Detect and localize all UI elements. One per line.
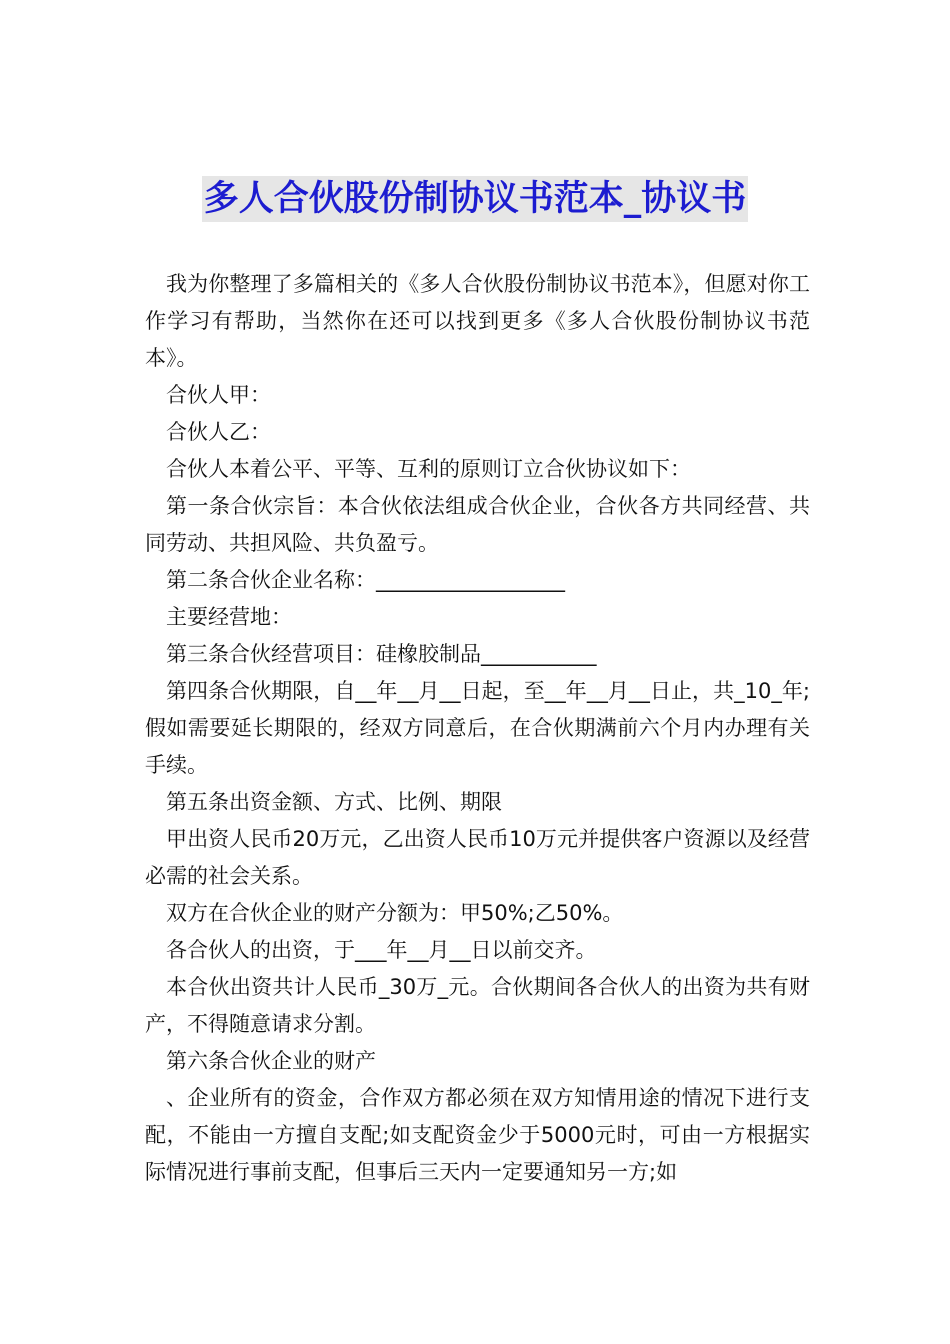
paragraph-article-6: 第六条合伙企业的财产 bbox=[166, 1049, 376, 1073]
paragraph-partner-b: 合伙人乙： bbox=[166, 420, 271, 444]
paragraph-share: 双方在合伙企业的财产分额为：甲50%;乙50%。 bbox=[166, 901, 624, 925]
paragraph-article-2: 第二条合伙企业名称：__________________ bbox=[166, 568, 565, 592]
document-body bbox=[145, 266, 810, 1191]
paragraph-intro: 我为你整理了多篇相关的《多人合伙股份制协议书范本》，但愿对你工作学习有帮助，当然你在还可以找到更多《多人合伙股份制协议书范本》。 bbox=[145, 272, 810, 370]
paragraph-deadline: 各合伙人的出资，于___年__月__日以前交齐。 bbox=[166, 938, 597, 962]
paragraph-article-3: 第三条合伙经营项目：硅橡胶制品___________ bbox=[166, 642, 597, 666]
document-title bbox=[0, 176, 950, 222]
paragraph-location: 主要经营地： bbox=[166, 605, 292, 629]
paragraph-funds: 、企业所有的资金，合作双方都必须在双方知情用途的情况下进行支配，不能由一方擅自支配;如支配资金少于5000元时，可由一方根据实际情况进行事前支配，但事后三天内一定要通知另一方;如 bbox=[145, 1086, 810, 1184]
paragraph-partner-a: 合伙人甲： bbox=[166, 383, 271, 407]
paragraph-article-4: 第四条合伙期限，自__年__月__日起，至__年__月__日止，共_10_年;假如需要延长期限的，经双方同意后，在合伙期满前六个月内办理有关手续。 bbox=[145, 679, 810, 777]
document-title-text: 多人合伙股份制协议书范本_协议书 bbox=[202, 176, 749, 222]
paragraph-contribution: 甲出资人民币20万元，乙出资人民币10万元并提供客户资源以及经营必需的社会关系。 bbox=[145, 827, 810, 888]
paragraph-article-1: 第一条合伙宗旨：本合伙依法组成合伙企业，合伙各方共同经营、共同劳动、共担风险、共负盈亏。 bbox=[145, 494, 810, 555]
paragraph-article-5: 第五条出资金额、方式、比例、期限 bbox=[166, 790, 502, 814]
paragraph-principle: 合伙人本着公平、平等、互利的原则订立合伙协议如下： bbox=[166, 457, 691, 481]
paragraph-total: 本合伙出资共计人民币_30万_元。合伙期间各合伙人的出资为共有财产，不得随意请求分割。 bbox=[145, 975, 810, 1036]
